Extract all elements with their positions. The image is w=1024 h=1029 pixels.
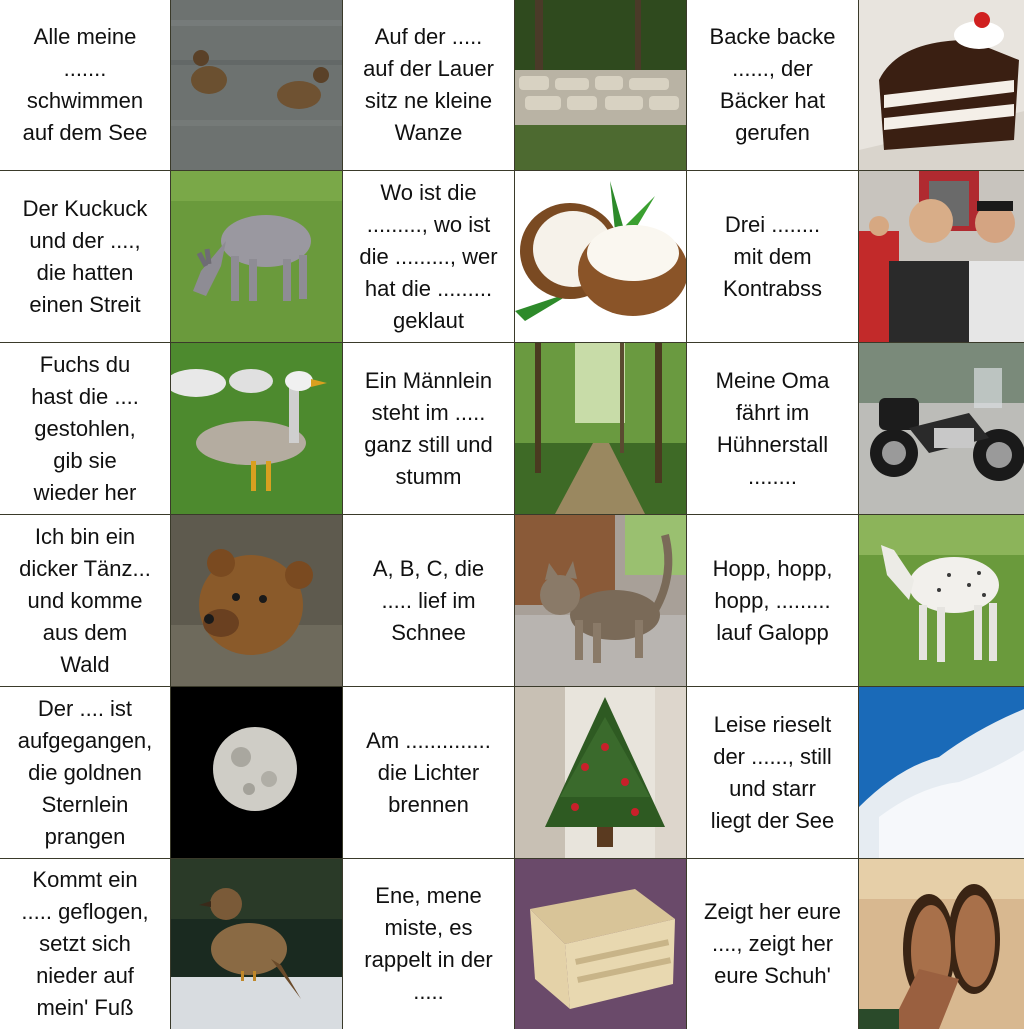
crate-icon: [515, 859, 686, 1029]
cell-text: Der .... ist aufgegangen, die goldnen Sternlein prangen: [17, 695, 153, 849]
snow-icon: [859, 687, 1024, 858]
cake-icon: [859, 0, 1024, 170]
forest-path-icon: [515, 343, 686, 514]
cell-text: Wo ist die ........., wo ist die ........., wer hat die ......... geklaut: [359, 179, 498, 333]
cell-text: Ich bin ein dicker Tänz... und komme aus dem Wald: [19, 523, 151, 677]
cell-text: Leise rieselt der ......, still und starr liegt der See: [710, 711, 835, 833]
horse-icon: [859, 515, 1024, 686]
cell-text: Drei ........ mit dem Kontrabss: [722, 211, 823, 301]
text-cell-r1c1: [0, 0, 170, 170]
text-cell-r4c1: [0, 515, 170, 686]
text-cell-r4c5: [687, 515, 858, 686]
coconut-icon: [515, 171, 686, 342]
cell-text: Ein Männlein steht im ..... ganz still und stumm: [364, 367, 493, 489]
cell-text: Alle meine ....... schwimmen auf dem See: [22, 24, 148, 145]
text-cell-r2c1: [0, 171, 170, 342]
cell-text: Kommt ein ..... geflogen, setzt sich nieder auf mein' Fuß: [21, 867, 149, 1020]
text-cell-r2c5: [687, 171, 858, 342]
stone-wall-icon: [515, 0, 686, 170]
text-cell-r4c3: [343, 515, 514, 686]
cell-text: Ene, mene miste, es rappelt in der .....: [364, 883, 493, 1004]
text-cell-r1c5: [687, 0, 858, 170]
cell-text: Zeigt her eure ...., zeigt her eure Schuh': [704, 899, 841, 988]
moon-icon: [171, 687, 342, 858]
feet-sandals-icon: [859, 859, 1024, 1029]
text-cell-r1c3: [343, 0, 514, 170]
text-cell-r6c5: [687, 859, 858, 1029]
goose-icon: [171, 343, 342, 514]
cell-text: Fuchs du hast die .... gestohlen, gib sie wieder her: [31, 351, 139, 505]
text-cell-r3c3: [343, 343, 514, 514]
cell-text: Meine Oma fährt im Hühnerstall ........: [715, 367, 830, 489]
text-cell-r5c5: [687, 687, 858, 858]
cell-text: A, B, C, die ..... lief im Schnee: [372, 555, 485, 645]
text-cell-r6c1: [0, 859, 170, 1029]
motorcycle-icon: [859, 343, 1024, 514]
cell-text: Am .............. die Lichter brennen: [366, 727, 491, 817]
text-cell-r5c1: [0, 687, 170, 858]
text-cell-r5c3: [343, 687, 514, 858]
text-cell-r3c1: [0, 343, 170, 514]
cell-text: Auf der ..... auf der Lauer sitz ne kleine Wanze: [363, 24, 494, 145]
ducks-icon: [171, 0, 342, 170]
text-cell-r3c5: [687, 343, 858, 514]
cell-text: Backe backe ......, der Bäcker hat gerufen: [709, 24, 836, 145]
sparrow-icon: [171, 859, 342, 1029]
text-cell-r2c3: [343, 171, 514, 342]
christmas-tree-icon: [515, 687, 686, 858]
cat-icon: [515, 515, 686, 686]
text-cell-r6c3: [343, 859, 514, 1029]
cell-text: Hopp, hopp, hopp, ......... lauf Galopp: [712, 555, 833, 645]
cell-text: Der Kuckuck und der ...., die hatten einen Streit: [22, 195, 148, 317]
people-icon: [859, 171, 1024, 342]
bear-icon: [171, 515, 342, 686]
donkey-icon: [171, 171, 342, 342]
